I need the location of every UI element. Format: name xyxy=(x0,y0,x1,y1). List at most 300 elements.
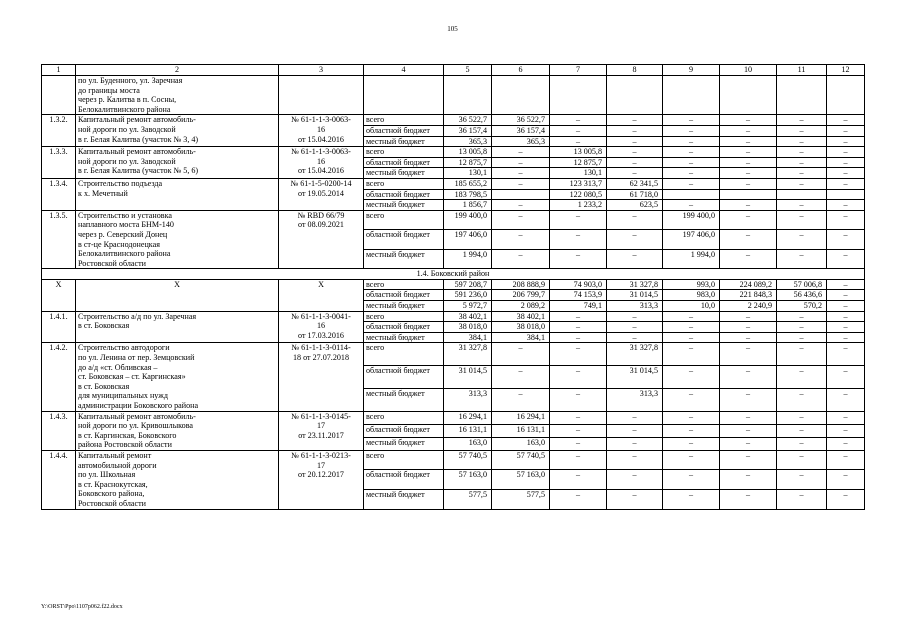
value-cell: – xyxy=(607,230,663,250)
value-cell: 31 014,5 xyxy=(607,290,663,301)
document-number: № 61-1-5-0200-14 от 19.05.2014 xyxy=(279,178,364,210)
value-cell: 313,3 xyxy=(607,388,663,411)
value-cell xyxy=(492,189,550,200)
value-cell: – xyxy=(720,470,777,490)
funding-source: местный бюджет xyxy=(364,168,444,179)
value-cell: 1 994,0 xyxy=(663,249,720,269)
value-cell: – xyxy=(827,210,865,230)
value-cell: – xyxy=(720,388,777,411)
value-cell xyxy=(720,76,777,115)
table-body xyxy=(42,65,865,510)
funding-source: всего xyxy=(364,411,444,424)
value-cell: 183 798,5 xyxy=(444,189,492,200)
value-cell: – xyxy=(607,210,663,230)
document-number: № 61-1-1-3-0063- 16 от 15.04.2016 xyxy=(279,115,364,147)
object-name: Капитальный ремонт автомобиль- ной дороги по ул. Заводской в г. Белая Калитва (участок № 5, 6) xyxy=(76,147,279,179)
value-cell: – xyxy=(663,424,720,437)
value-cell: – xyxy=(492,366,550,389)
value-cell: 163,0 xyxy=(444,437,492,450)
object-name: Капитальный ремонт автомобильной дороги по ул. Школьная в ст. Краснокутская, Боковского района, Ростовской области xyxy=(76,450,279,509)
funding-source: областной бюджет xyxy=(364,290,444,301)
value-cell: 38 018,0 xyxy=(492,322,550,333)
value-cell: – xyxy=(720,168,777,179)
value-cell: – xyxy=(663,411,720,424)
value-cell: – xyxy=(720,411,777,424)
value-cell: – xyxy=(777,322,827,333)
value-cell: – xyxy=(492,388,550,411)
value-cell xyxy=(607,76,663,115)
row-number: 1.3.2. xyxy=(42,115,76,147)
value-cell: – xyxy=(827,322,865,333)
column-header: 10 xyxy=(720,65,777,76)
funding-source: областной бюджет xyxy=(364,366,444,389)
value-cell: – xyxy=(827,490,865,510)
budget-table xyxy=(41,64,865,510)
funding-source: всего xyxy=(364,115,444,126)
value-cell: 74 903,0 xyxy=(550,279,607,290)
value-cell: 13 005,8 xyxy=(444,147,492,158)
value-cell: – xyxy=(550,490,607,510)
value-cell: – xyxy=(492,178,550,189)
funding-source: местный бюджет xyxy=(364,332,444,343)
value-cell: 56 436,6 xyxy=(777,290,827,301)
value-cell: – xyxy=(607,157,663,168)
value-cell: – xyxy=(777,115,827,126)
value-cell: – xyxy=(550,115,607,126)
value-cell: 31 014,5 xyxy=(444,366,492,389)
value-cell xyxy=(827,189,865,200)
object-name: Строительство и установка наплавного моста БНМ-140 через р. Северский Донец в ст-це Краснодонецкая Белокалитвинского района Ростовской области xyxy=(76,210,279,269)
value-cell: – xyxy=(607,322,663,333)
column-header: 5 xyxy=(444,65,492,76)
row-number: 1.3.3. xyxy=(42,147,76,179)
value-cell: – xyxy=(550,230,607,250)
value-cell: – xyxy=(777,388,827,411)
value-cell: – xyxy=(777,366,827,389)
value-cell: – xyxy=(827,290,865,301)
value-cell: – xyxy=(550,450,607,470)
value-cell: – xyxy=(663,470,720,490)
value-cell: – xyxy=(720,424,777,437)
value-cell: – xyxy=(720,332,777,343)
value-cell: 57 006,8 xyxy=(777,279,827,290)
value-cell: 38 402,1 xyxy=(444,311,492,322)
value-cell: – xyxy=(777,437,827,450)
funding-source: областной бюджет xyxy=(364,470,444,490)
object-name: Строительство автодороги по ул. Ленина от пер. Земцовский до а/д «ст. Обливская – ст. Боковская – ст. Каргинская» в ст. Боковская для муниципальных нужд администрации Боковского района xyxy=(76,343,279,411)
row-number: 1.4.4. xyxy=(42,450,76,509)
value-cell: – xyxy=(663,136,720,147)
value-cell: – xyxy=(607,136,663,147)
value-cell: – xyxy=(827,136,865,147)
column-header: 7 xyxy=(550,65,607,76)
value-cell: – xyxy=(492,147,550,158)
funding-source: всего xyxy=(364,279,444,290)
value-cell: – xyxy=(550,424,607,437)
table-row xyxy=(42,411,865,424)
funding-source: местный бюджет xyxy=(364,437,444,450)
value-cell: – xyxy=(720,311,777,322)
value-cell: – xyxy=(720,178,777,189)
column-header: 6 xyxy=(492,65,550,76)
section-title: 1.4. Боковский район xyxy=(42,269,865,280)
value-cell xyxy=(663,76,720,115)
value-cell: – xyxy=(607,125,663,136)
value-cell: 597 208,7 xyxy=(444,279,492,290)
value-cell: – xyxy=(550,210,607,230)
value-cell: 12 875,7 xyxy=(550,157,607,168)
value-cell: 199 400,0 xyxy=(444,210,492,230)
value-cell: – xyxy=(607,450,663,470)
funding-source: областной бюджет xyxy=(364,189,444,200)
value-cell: 577,5 xyxy=(492,490,550,510)
value-cell: 208 888,9 xyxy=(492,279,550,290)
value-cell: 38 402,1 xyxy=(492,311,550,322)
value-cell: – xyxy=(492,230,550,250)
value-cell: – xyxy=(827,301,865,312)
row-number: 1.4.1. xyxy=(42,311,76,343)
value-cell: – xyxy=(827,437,865,450)
funding-source: местный бюджет xyxy=(364,388,444,411)
funding-source: областной бюджет xyxy=(364,157,444,168)
value-cell: – xyxy=(492,343,550,366)
value-cell: – xyxy=(720,147,777,158)
funding-source: местный бюджет xyxy=(364,301,444,312)
value-cell: – xyxy=(663,366,720,389)
value-cell: 36 522,7 xyxy=(492,115,550,126)
value-cell: – xyxy=(720,322,777,333)
value-cell: – xyxy=(607,168,663,179)
value-cell: – xyxy=(827,311,865,322)
document-number: № 61-1-1-3-0145- 17 от 23.11.2017 xyxy=(279,411,364,450)
value-cell: 384,1 xyxy=(444,332,492,343)
value-cell: 2 089,2 xyxy=(492,301,550,312)
footer-path: Y:\ORST\Ppo\1107p062.f22.docx xyxy=(41,604,123,610)
value-cell: – xyxy=(827,178,865,189)
value-cell xyxy=(663,189,720,200)
funding-source: областной бюджет xyxy=(364,322,444,333)
value-cell: – xyxy=(777,470,827,490)
value-cell: 122 080,5 xyxy=(550,189,607,200)
column-header: 12 xyxy=(827,65,865,76)
value-cell: 62 341,5 xyxy=(607,178,663,189)
value-cell: 983,0 xyxy=(663,290,720,301)
value-cell: – xyxy=(663,115,720,126)
value-cell: 57 740,5 xyxy=(444,450,492,470)
table-row xyxy=(42,115,865,126)
value-cell: 1 994,0 xyxy=(444,249,492,269)
value-cell: – xyxy=(720,115,777,126)
value-cell: – xyxy=(827,470,865,490)
column-header: 3 xyxy=(279,65,364,76)
value-cell: 123 313,7 xyxy=(550,178,607,189)
funding-source: всего xyxy=(364,311,444,322)
value-cell: – xyxy=(607,470,663,490)
funding-source: местный бюджет xyxy=(364,249,444,269)
object-name: по ул. Буденного, ул. Заречная до границы моста через р. Калитва в п. Сосны, Белокалитвинского района xyxy=(76,76,279,115)
value-cell: 31 327,8 xyxy=(607,343,663,366)
value-cell: – xyxy=(720,157,777,168)
value-cell: 38 018,0 xyxy=(444,322,492,333)
value-cell: – xyxy=(827,411,865,424)
value-cell: – xyxy=(720,136,777,147)
value-cell: 221 848,3 xyxy=(720,290,777,301)
document-number: № 61-1-1-3-0114- 18 от 27.07.2018 xyxy=(279,343,364,411)
value-cell: – xyxy=(827,388,865,411)
funding-source: всего xyxy=(364,178,444,189)
source-cell xyxy=(364,76,444,115)
value-cell: – xyxy=(663,168,720,179)
funding-source: областной бюджет xyxy=(364,125,444,136)
value-cell: – xyxy=(607,332,663,343)
value-cell: – xyxy=(492,200,550,211)
value-cell xyxy=(720,189,777,200)
value-cell: – xyxy=(720,490,777,510)
value-cell: 993,0 xyxy=(663,279,720,290)
funding-source: всего xyxy=(364,147,444,158)
value-cell: 74 153,9 xyxy=(550,290,607,301)
value-cell: – xyxy=(550,311,607,322)
value-cell: – xyxy=(607,411,663,424)
value-cell xyxy=(827,76,865,115)
value-cell: 57 163,0 xyxy=(492,470,550,490)
row-number: Х xyxy=(42,279,76,311)
value-cell: – xyxy=(827,249,865,269)
table-row xyxy=(42,450,865,470)
value-cell: – xyxy=(550,470,607,490)
value-cell: – xyxy=(492,168,550,179)
table-row xyxy=(42,311,865,322)
value-cell: – xyxy=(777,343,827,366)
value-cell: – xyxy=(607,311,663,322)
value-cell: – xyxy=(777,411,827,424)
value-cell: – xyxy=(827,450,865,470)
funding-source: всего xyxy=(364,210,444,230)
doc-cell xyxy=(279,76,364,115)
value-cell: – xyxy=(720,450,777,470)
value-cell: 1 233,2 xyxy=(550,200,607,211)
value-cell: 57 740,5 xyxy=(492,450,550,470)
value-cell: – xyxy=(663,178,720,189)
value-cell: – xyxy=(607,147,663,158)
value-cell: 570,2 xyxy=(777,301,827,312)
row-number: 1.4.2. xyxy=(42,343,76,411)
object-name: Капитальный ремонт автомобиль- ной дороги по ул. Кривошлыкова в ст. Каргинская, Боковского района Ростовской области xyxy=(76,411,279,450)
funding-source: областной бюджет xyxy=(364,424,444,437)
value-cell: 36 157,4 xyxy=(492,125,550,136)
value-cell: 577,5 xyxy=(444,490,492,510)
value-cell: – xyxy=(827,366,865,389)
value-cell: – xyxy=(720,437,777,450)
value-cell: – xyxy=(720,343,777,366)
column-header: 11 xyxy=(777,65,827,76)
column-header: 1 xyxy=(42,65,76,76)
column-header: 9 xyxy=(663,65,720,76)
funding-source: местный бюджет xyxy=(364,200,444,211)
funding-source: местный бюджет xyxy=(364,490,444,510)
value-cell: – xyxy=(492,249,550,269)
object-name: Строительство подъезда к х. Мечетный xyxy=(76,178,279,210)
value-cell: – xyxy=(607,490,663,510)
value-cell: – xyxy=(777,424,827,437)
value-cell: 36 522,7 xyxy=(444,115,492,126)
table-row xyxy=(42,178,865,189)
value-cell: – xyxy=(550,366,607,389)
value-cell: – xyxy=(827,343,865,366)
value-cell: – xyxy=(550,437,607,450)
value-cell: 2 240,9 xyxy=(720,301,777,312)
value-cell: – xyxy=(720,366,777,389)
value-cell: 31 014,5 xyxy=(607,366,663,389)
value-cell: 185 655,2 xyxy=(444,178,492,189)
value-cell: – xyxy=(663,157,720,168)
value-cell xyxy=(492,76,550,115)
value-cell: – xyxy=(827,115,865,126)
table-row xyxy=(42,279,865,290)
object-name: Х xyxy=(76,279,279,311)
funding-source: всего xyxy=(364,450,444,470)
value-cell: 130,1 xyxy=(444,168,492,179)
value-cell: 130,1 xyxy=(550,168,607,179)
value-cell: – xyxy=(777,490,827,510)
header-row xyxy=(42,65,865,76)
value-cell: – xyxy=(607,437,663,450)
table-row xyxy=(42,210,865,230)
page-number: 105 xyxy=(447,25,458,33)
value-cell: – xyxy=(827,332,865,343)
value-cell: – xyxy=(827,200,865,211)
value-cell: 61 718,0 xyxy=(607,189,663,200)
table-row xyxy=(42,76,865,115)
value-cell: – xyxy=(550,411,607,424)
value-cell: – xyxy=(663,332,720,343)
value-cell: – xyxy=(607,424,663,437)
value-cell: 313,3 xyxy=(444,388,492,411)
value-cell: – xyxy=(777,136,827,147)
value-cell: – xyxy=(663,388,720,411)
value-cell: – xyxy=(827,279,865,290)
value-cell: – xyxy=(663,311,720,322)
column-header: 2 xyxy=(76,65,279,76)
value-cell: – xyxy=(720,200,777,211)
value-cell: – xyxy=(777,178,827,189)
value-cell: – xyxy=(663,437,720,450)
value-cell: 31 327,8 xyxy=(607,279,663,290)
value-cell: – xyxy=(720,125,777,136)
value-cell: – xyxy=(777,210,827,230)
value-cell: – xyxy=(607,115,663,126)
value-cell: 16 294,1 xyxy=(492,411,550,424)
document-number: № 61-1-1-3-0063- 16 от 15.04.2016 xyxy=(279,147,364,179)
value-cell: – xyxy=(777,125,827,136)
value-cell: 16 294,1 xyxy=(444,411,492,424)
value-cell: 197 406,0 xyxy=(663,230,720,250)
value-cell: – xyxy=(663,147,720,158)
value-cell: 384,1 xyxy=(492,332,550,343)
value-cell: 749,1 xyxy=(550,301,607,312)
document-number: № 61-1-1-3-0213- 17 от 20.12.2017 xyxy=(279,450,364,509)
value-cell: – xyxy=(827,230,865,250)
value-cell: 36 157,4 xyxy=(444,125,492,136)
value-cell: 365,3 xyxy=(444,136,492,147)
value-cell: – xyxy=(777,168,827,179)
column-header: 4 xyxy=(364,65,444,76)
value-cell: – xyxy=(550,322,607,333)
value-cell: – xyxy=(550,125,607,136)
value-cell: – xyxy=(663,200,720,211)
value-cell: – xyxy=(492,157,550,168)
value-cell: – xyxy=(777,200,827,211)
value-cell: – xyxy=(663,322,720,333)
row-number: 1.4.3. xyxy=(42,411,76,450)
value-cell: 365,3 xyxy=(492,136,550,147)
object-name: Капитальный ремонт автомобиль- ной дороги по ул. Заводской в г. Белая Калитва (участок № 3, 4) xyxy=(76,115,279,147)
value-cell: – xyxy=(663,450,720,470)
value-cell: 224 089,2 xyxy=(720,279,777,290)
value-cell: 199 400,0 xyxy=(663,210,720,230)
value-cell: – xyxy=(607,249,663,269)
row-number xyxy=(42,76,76,115)
funding-source: местный бюджет xyxy=(364,136,444,147)
document-number: № RBD 66/79 от 08.09.2021 xyxy=(279,210,364,269)
funding-source: всего xyxy=(364,343,444,366)
value-cell xyxy=(777,76,827,115)
value-cell: 31 327,8 xyxy=(444,343,492,366)
value-cell: – xyxy=(777,332,827,343)
funding-source: областной бюджет xyxy=(364,230,444,250)
value-cell: 13 005,8 xyxy=(550,147,607,158)
value-cell: – xyxy=(720,230,777,250)
value-cell: – xyxy=(720,210,777,230)
value-cell: 16 131,1 xyxy=(444,424,492,437)
section-row xyxy=(42,269,865,280)
value-cell: – xyxy=(777,249,827,269)
value-cell: – xyxy=(492,210,550,230)
value-cell: 57 163,0 xyxy=(444,470,492,490)
value-cell: 313,3 xyxy=(607,301,663,312)
value-cell: – xyxy=(550,343,607,366)
value-cell: – xyxy=(550,249,607,269)
value-cell: 16 131,1 xyxy=(492,424,550,437)
row-number: 1.3.5. xyxy=(42,210,76,269)
value-cell: 5 972,7 xyxy=(444,301,492,312)
value-cell: 12 875,7 xyxy=(444,157,492,168)
value-cell: – xyxy=(777,157,827,168)
value-cell xyxy=(444,76,492,115)
value-cell: – xyxy=(827,168,865,179)
value-cell xyxy=(550,76,607,115)
value-cell: – xyxy=(663,343,720,366)
value-cell: 163,0 xyxy=(492,437,550,450)
column-header: 8 xyxy=(607,65,663,76)
value-cell: – xyxy=(777,311,827,322)
table-row xyxy=(42,147,865,158)
value-cell: – xyxy=(827,424,865,437)
value-cell: – xyxy=(550,388,607,411)
value-cell: 197 406,0 xyxy=(444,230,492,250)
value-cell: 591 236,0 xyxy=(444,290,492,301)
value-cell: – xyxy=(550,332,607,343)
document-number: № 61-1-1-3-0041- 16 от 17.03.2016 xyxy=(279,311,364,343)
value-cell: 10,0 xyxy=(663,301,720,312)
value-cell: – xyxy=(663,490,720,510)
value-cell xyxy=(777,189,827,200)
value-cell: 623,5 xyxy=(607,200,663,211)
object-name: Строительство а/д по ул. Заречная в ст. Боковская xyxy=(76,311,279,343)
value-cell: – xyxy=(663,125,720,136)
document-number: Х xyxy=(279,279,364,311)
value-cell: – xyxy=(827,125,865,136)
